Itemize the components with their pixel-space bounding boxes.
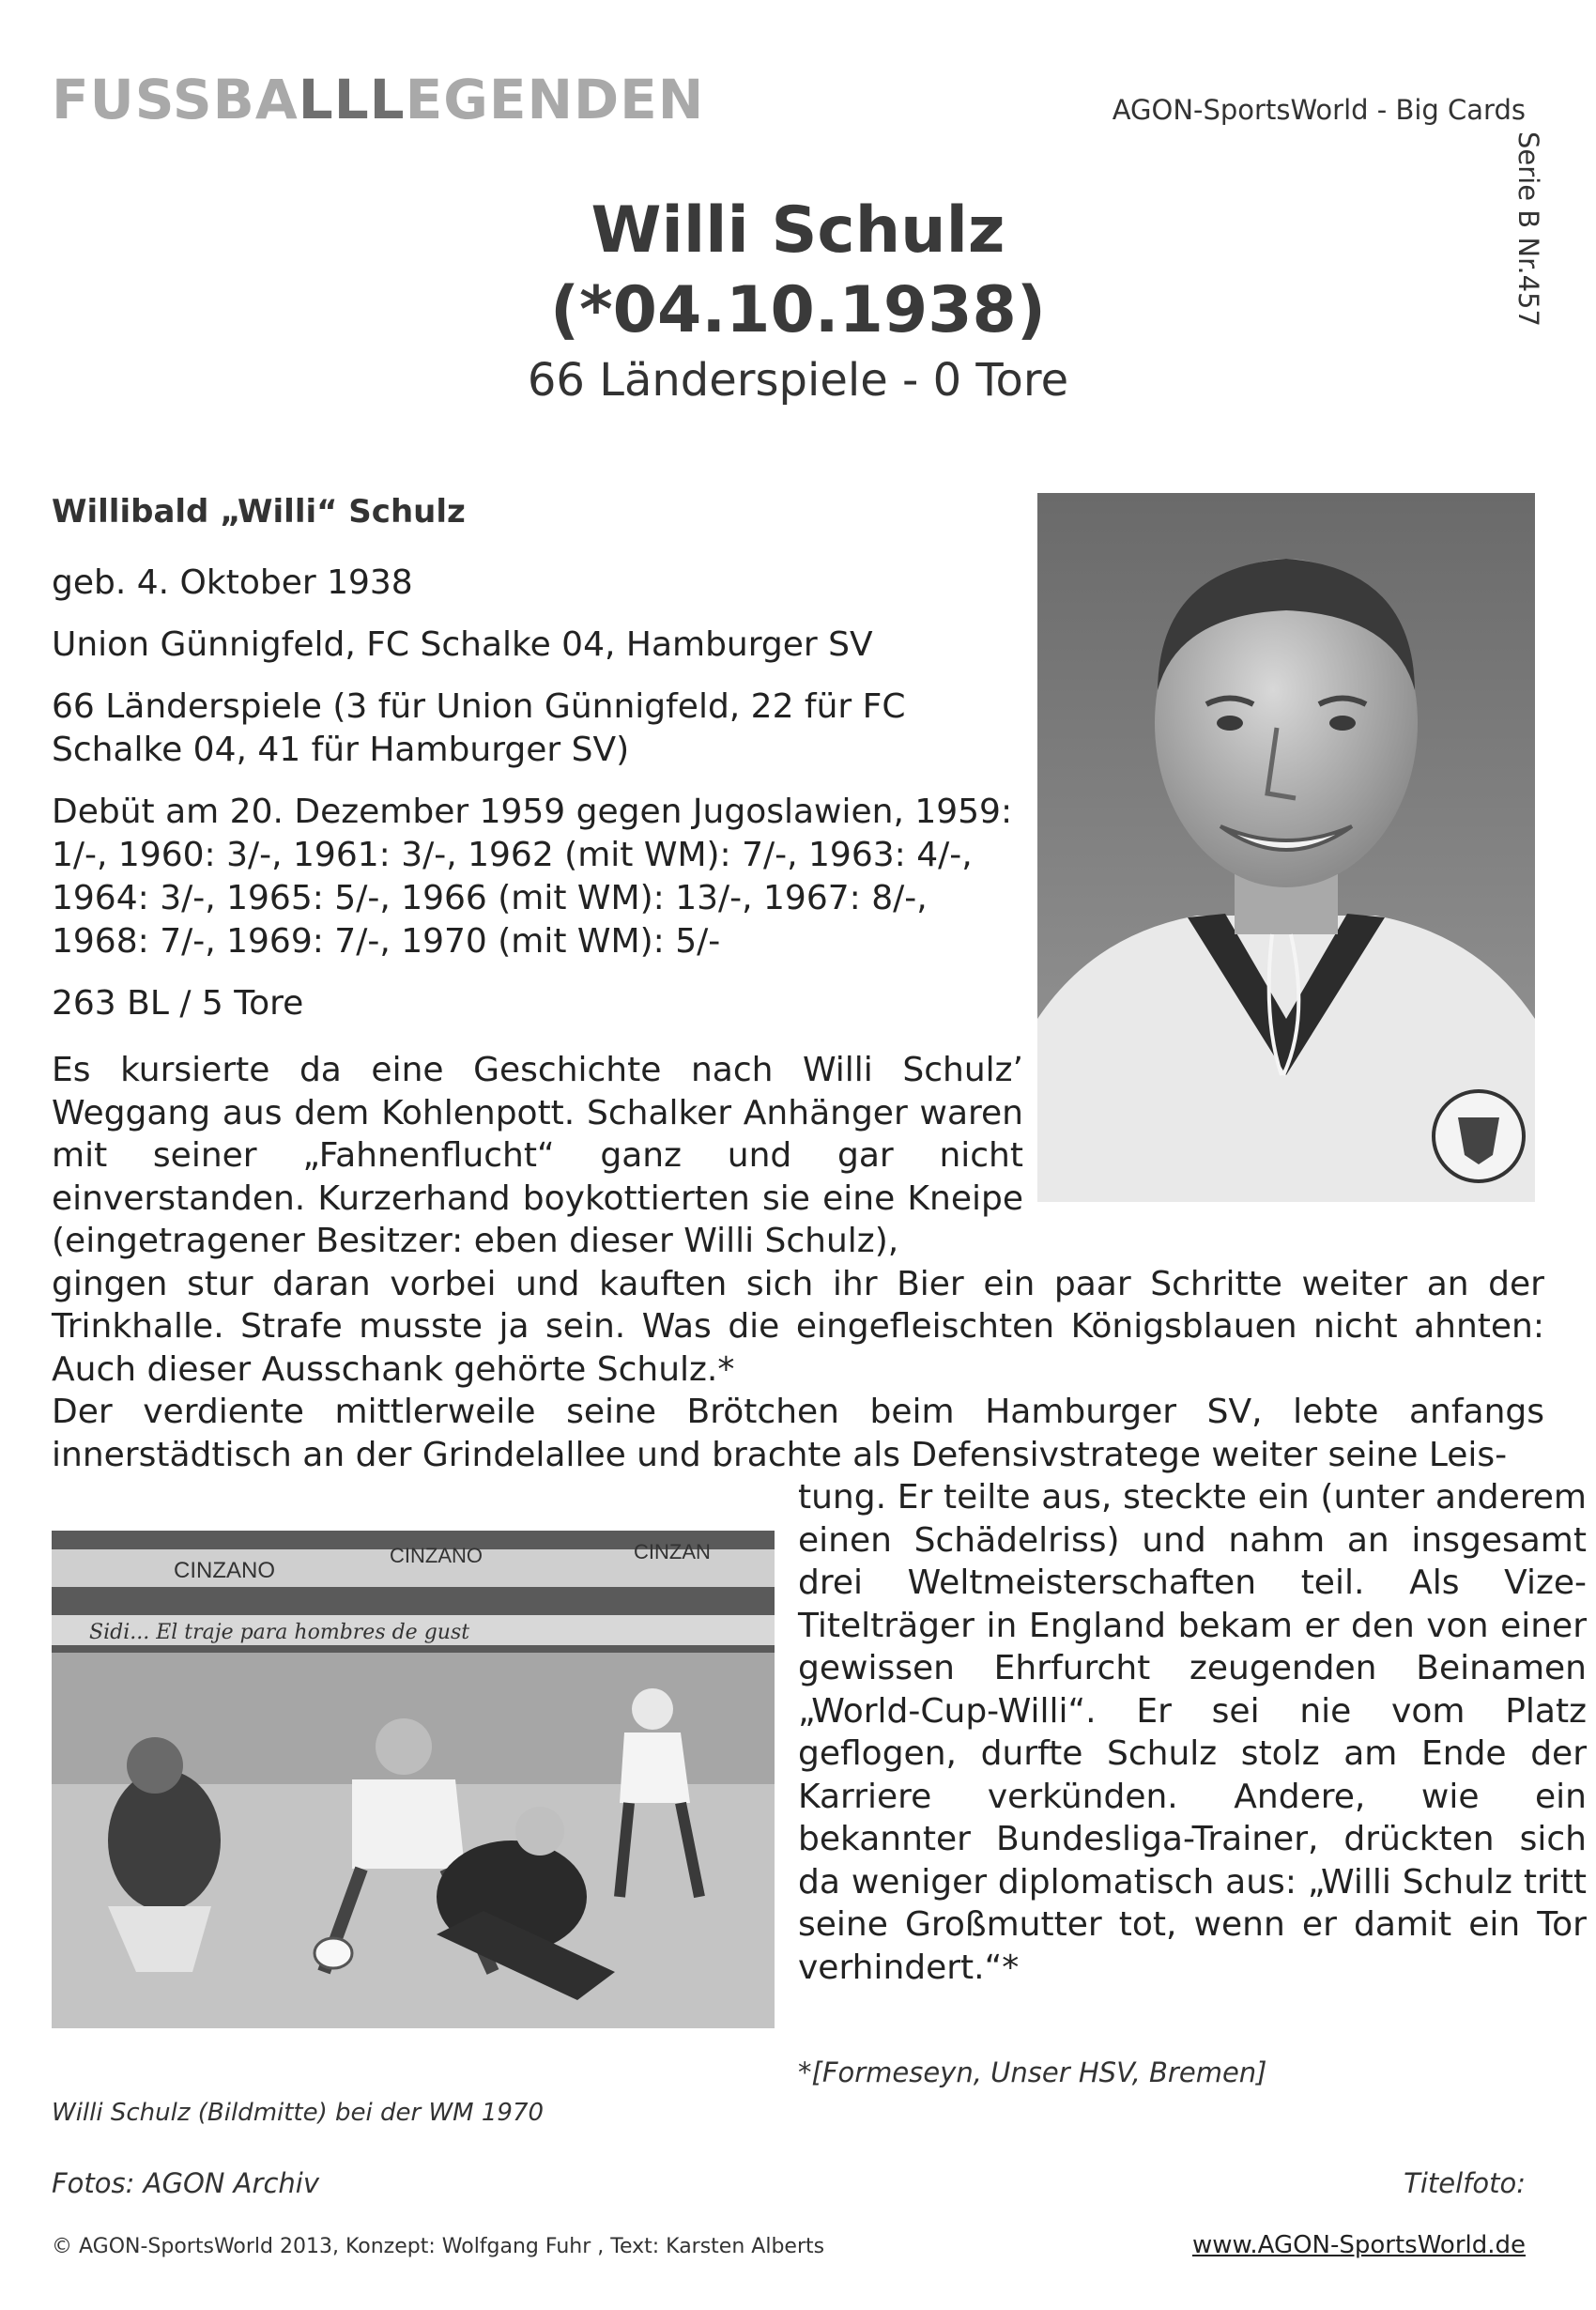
banner-cinzano-3: CINZAN (634, 1540, 711, 1563)
fact-bundesliga: 263 BL / 5 Tore (52, 984, 304, 1023)
full-name: Willibald „Willi“ Schulz (52, 493, 466, 531)
action-photo-illustration (52, 1531, 775, 2028)
player-caps: 66 Länderspiele - 0 Tore (527, 354, 1069, 407)
banner-ad: Sidi... El traje para hombres de gust (89, 1621, 470, 1644)
source-note: *[Formeseyn, Unser HSV, Bremen] (798, 2056, 1267, 2088)
brand-logo (52, 68, 704, 131)
brand-part-3: EGENDEN (405, 68, 705, 131)
player-name: Willi Schulz (591, 193, 1005, 268)
story-paragraph-2-wide: Der verdiente mittlerweile seine Brötchen beim Hamburger SV, lebte anfangs innerstädtisch an der Grindelallee und brachte als Defensivstratege weiter seine Leis- (52, 1393, 1544, 1474)
action-photo (52, 1531, 775, 2028)
series-label: AGON-SportsWorld - Big Cards (1112, 94, 1526, 126)
player-dob: (*04.10.1938) (550, 273, 1046, 347)
banner-cinzano-2: CINZANO (390, 1544, 483, 1567)
story-paragraph-1-wide: gingen stur daran vorbei und kauften sich ihr Bier ein paar Schritte weiter an der Trinkhalle. Strafe musste ja sein. Was die eingefleischten Königsblauen nicht ahnten: Auch dieser Ausschank gehörte Schulz.* (52, 1264, 1544, 1389)
title-photo-credit: Titelfoto: (1404, 2167, 1526, 2199)
fact-caps: 66 Länderspiele (3 für Union Günnigfeld, 22 für FC Schalke 04, 41 für Hamburger SV) (52, 687, 906, 769)
photo-credit: Fotos: AGON Archiv (52, 2167, 319, 2199)
fact-clubs: Union Günnigfeld, FC Schalke 04, Hamburger SV (52, 625, 873, 664)
photo-caption: Willi Schulz (Bildmitte) bei der WM 1970 (52, 2099, 545, 2127)
copyright: © AGON-SportsWorld 2013, Konzept: Wolfgang Fuhr , Text: Karsten Alberts (52, 2235, 825, 2258)
website-link[interactable]: www.AGON-SportsWorld.de (1191, 2231, 1526, 2259)
fact-debut: Debüt am 20. Dezember 1959 gegen Jugoslawien, 1959: 1/-, 1960: 3/-, 1961: 3/-, 1962 (mit WM): 7/-, 1963: 4/-, 1964: 3/-, 1965: 5/-, 1966 (mit WM): 13/-, 1967: 8/-, 1968: 7/-, 1969: 7/-, 1970 (mit WM): 5/- (52, 793, 1013, 961)
story-paragraph-1-narrow: Es kursierte da eine Geschichte nach Willi Schulz’ Weggang aus dem Kohlenpott. Schalker Anhänger waren mit seiner „Fahnenflucht“ ganz und gar nicht einverstanden. Kurzerhand boykottierten sie eine Kneipe (eingetragener Besitzer: eben dieser Willi Schulz), (52, 1051, 1023, 1260)
brand-part-2: LLL (298, 68, 406, 131)
fact-birth: geb. 4. Oktober 1938 (52, 563, 413, 602)
brand-part-1: FUSSBA (52, 68, 299, 131)
facts-list (52, 562, 1023, 1044)
banner-cinzano-1: CINZANO (174, 1558, 275, 1583)
serie-number: Serie B Nr.457 (1512, 131, 1544, 327)
story-paragraph-2-right: tung. Er teilte aus, steckte ein (unter anderem einen Schädelriss) und nahm an insgesamt drei Weltmeisterschaften teil. Als Vize-Titelträger in England bekam er den von einer gewissen Ehrfurcht zeugenden Beinamen „World-Cup-Willi“. Er sei nie vom Platz geflogen, durfte Schulz stolz am Ende der Karriere verkünden. Andere, wie ein bekannter Bundesliga-Trainer, drückten sich da weniger diplomatisch aus: „Willi Schulz tritt seine Großmutter tot, wenn er damit ein Tor verhindert.“* (798, 1478, 1587, 1987)
